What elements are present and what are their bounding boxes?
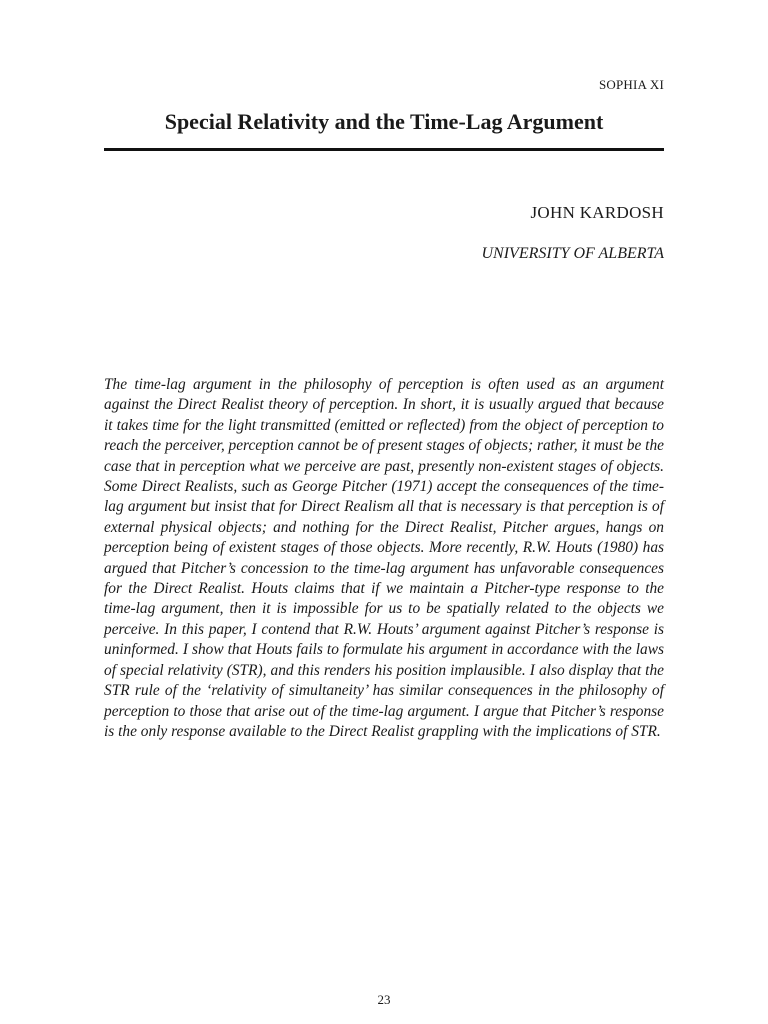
- abstract-paragraph: The time-lag argument in the philosophy of perception is often used as an argument against the Direct Realist theory of perception. In short, it is usually argued that because it takes time for the light transmitted (emitted or reflected) from the object of perception to reach the perceiver, perception cannot be of present stages of objects; rather, it must be the case that in perception what we perceive are past, presently non-existent stages of objects. Some Direct Realists, such as George Pitcher (1971) accept the consequences of the time-lag argument but insist that for Direct Realism all that is necessary is that perception is of external physical objects; and nothing for the Direct Realist, Pitcher argues, hangs on perception being of existent stages of those objects. More recently, R.W. Houts (1980) has argued that Pitcher’s concession to the time-lag argument has unfavorable consequences for the Direct Realist. Houts claims that if we maintain a Pitcher-type response to the time-lag argument, then it is impossible for us to be spatially related to the objects we perceive. In this paper, I contend that R.W. Houts’ argument against Pitcher’s response is uninformed. I show that Houts fails to formulate his argument in accordance with the laws of special relativity (STR), and this renders his position implausible. I also display that the STR rule of the ‘relativity of simultaneity’ has similar consequences in the philosophy of perception to those that arise out of the time-lag argument. I argue that Pitcher’s response is the only response available to the Direct Realist grappling with the implications of STR.: [104, 376, 664, 740]
- article-title: Special Relativity and the Time-Lag Argument: [164, 109, 604, 134]
- running-head: SOPHIA XI: [598, 77, 664, 92]
- author-affiliation: UNIVERSITY OF ALBERTA: [481, 245, 664, 262]
- author-name: JOHN KARDOSH: [530, 203, 664, 222]
- page-number: 23: [377, 992, 391, 1007]
- title-underline-rule: [104, 148, 664, 151]
